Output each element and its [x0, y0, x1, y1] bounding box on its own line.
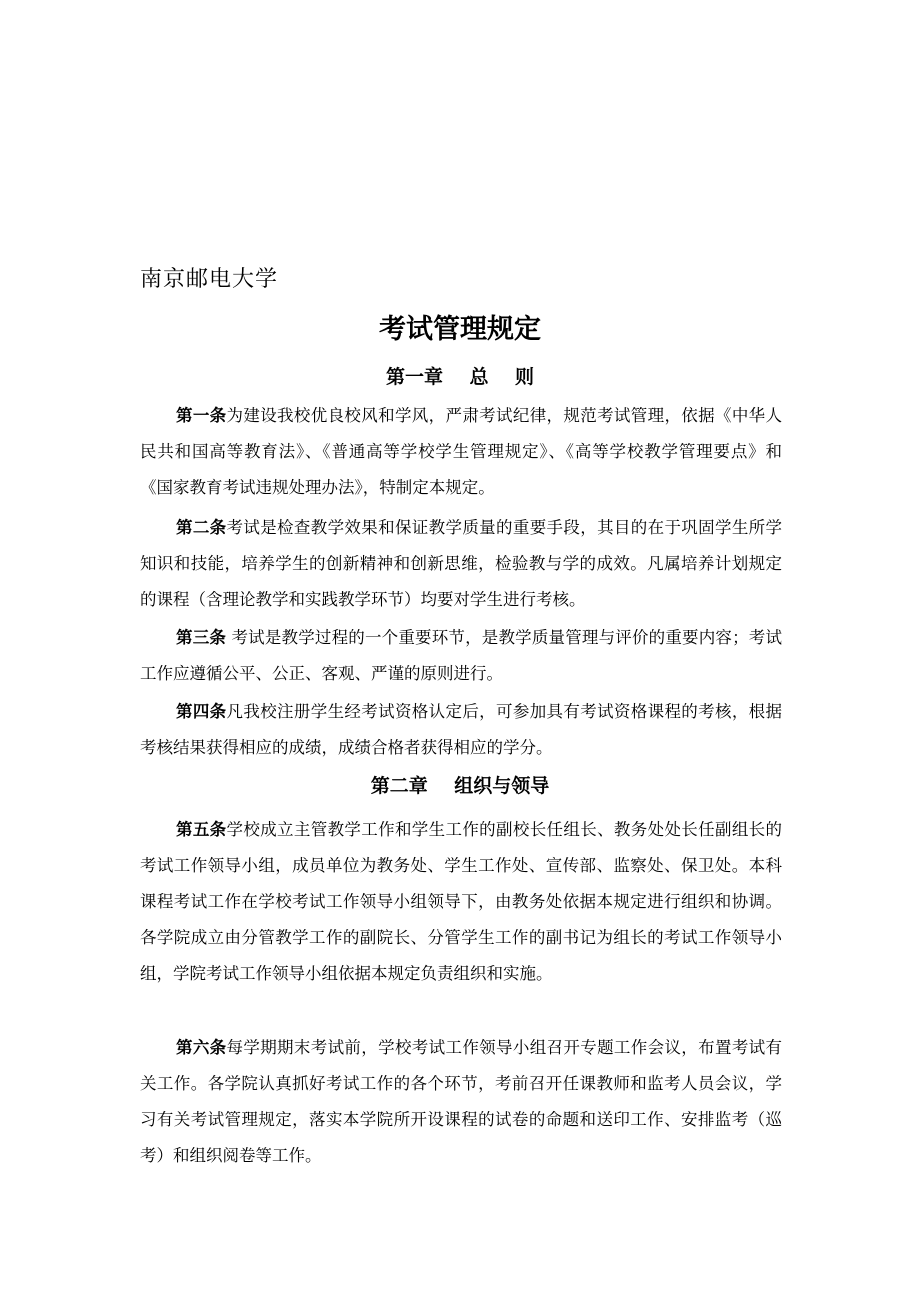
- article-label: 第五条: [176, 820, 227, 839]
- article-paragraph: [140, 812, 782, 992]
- article-paragraph: [140, 1030, 782, 1174]
- article-text: 凡我校注册学生经考试资格认定后，可参加具有考试资格课程的考核，根据考核结果获得相应的成绩，成绩合格者获得相应的学分。: [140, 702, 783, 757]
- article-paragraph: [140, 694, 782, 766]
- article-label: 第三条: [176, 628, 227, 647]
- chapter-heading: 第一章 总 则: [386, 366, 534, 388]
- article-text: 为建设我校优良校风和学风，严肃考试纪律，规范考试管理，依据《中华人民共和国高等教育法》、《普通高等学校学生管理规定》、《高等学校教学管理要点》和《国家教育考试违规处理办法》，特制定本规定。: [140, 406, 783, 497]
- article-text: 考试是教学过程的一个重要环节，是教学质量管理与评价的重要内容；考试工作应遵循公平、公正、客观、严谨的原则进行。: [140, 628, 782, 683]
- article-text: 考试是检查教学效果和保证教学质量的重要手段，其目的在于巩固学生所学知识和技能，培养学生的创新精神和创新思维，检验教与学的成效。凡属培养计划规定的课程（含理论教学和实践教学环节）均要对学生进行考核。: [140, 518, 783, 609]
- article-paragraph: [140, 510, 782, 618]
- article-label: 第一条: [176, 406, 227, 425]
- article-label: 第二条: [176, 518, 227, 537]
- article-paragraph: [140, 398, 782, 506]
- article-label: 第四条: [176, 702, 227, 721]
- institution-name: 南京邮电大学: [140, 267, 279, 292]
- article-paragraph: [140, 620, 782, 692]
- chapter-heading: 第二章 组织与领导: [370, 775, 550, 797]
- article-label: 第六条: [176, 1038, 227, 1057]
- document-title: 考试管理规定: [379, 314, 541, 345]
- article-text: 每学期期末考试前，学校考试工作领导小组召开专题工作会议，布置考试有关工作。各学院认真抓好考试工作的各个环节，考前召开任课教师和监考人员会议，学习有关考试管理规定，落实本学院所开设课程的试卷的命题和送印工作、安排监考（巡考）和组织阅卷等工作。: [140, 1038, 783, 1165]
- article-text: 学校成立主管教学工作和学生工作的副校长任组长、教务处处长任副组长的考试工作领导小组，成员单位为教务处、学生工作处、宣传部、监察处、保卫处。本科课程考试工作在学校考试工作领导小组领导下，由教务处依据本规定进行组织和协调。各学院成立由分管教学工作的副院长、分管学生工作的副书记为组长的考试工作领导小组，学院考试工作领导小组依据本规定负责组织和实施。: [140, 820, 783, 983]
